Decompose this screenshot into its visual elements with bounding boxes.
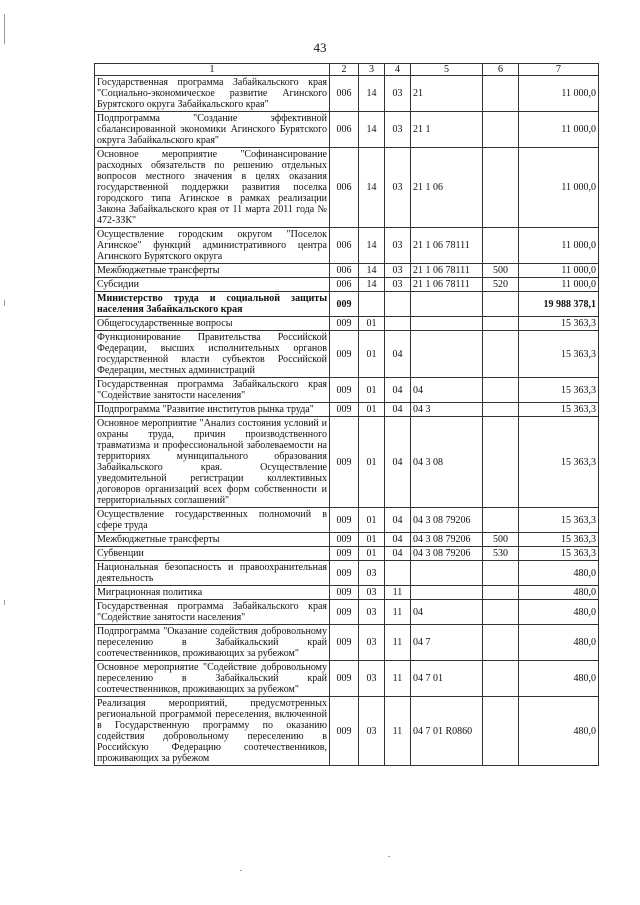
section-code-cell: 01 <box>359 508 385 533</box>
table-row <box>95 264 599 278</box>
section-code-cell: 14 <box>359 148 385 228</box>
amount-cell: 480,0 <box>519 625 599 661</box>
expense-type-cell <box>483 600 519 625</box>
ministry-code-cell: 009 <box>330 661 359 697</box>
table-row <box>95 561 599 586</box>
row-name-cell: Межбюджетные трансферты <box>95 264 330 278</box>
section-code-cell: 14 <box>359 228 385 264</box>
target-article-cell <box>411 586 483 600</box>
ministry-code-cell: 006 <box>330 264 359 278</box>
subsection-code-cell: 03 <box>385 228 411 264</box>
ministry-code-cell: 006 <box>330 228 359 264</box>
target-article-cell: 21 1 06 78111 <box>411 264 483 278</box>
table-header-row <box>95 64 599 76</box>
expense-type-cell <box>483 228 519 264</box>
table-row <box>95 533 599 547</box>
subsection-code-cell: 11 <box>385 586 411 600</box>
target-article-cell: 04 3 08 79206 <box>411 508 483 533</box>
amount-cell: 15 363,3 <box>519 331 599 378</box>
target-article-cell: 21 <box>411 76 483 112</box>
section-code-cell: 14 <box>359 264 385 278</box>
section-code-cell: 01 <box>359 331 385 378</box>
expense-type-cell <box>483 697 519 766</box>
target-article-cell: 04 7 01 R0860 <box>411 697 483 766</box>
target-article-cell: 21 1 06 78111 <box>411 278 483 292</box>
section-code-cell: 03 <box>359 561 385 586</box>
table-row <box>95 228 599 264</box>
table-row <box>95 278 599 292</box>
target-article-cell: 04 3 <box>411 403 483 417</box>
amount-cell: 480,0 <box>519 697 599 766</box>
target-article-cell: 04 3 08 <box>411 417 483 508</box>
header-cell-4: 4 <box>385 64 411 76</box>
amount-cell: 15 363,3 <box>519 547 599 561</box>
row-name-cell: Субсидии <box>95 278 330 292</box>
table-row <box>95 148 599 228</box>
ministry-code-cell: 009 <box>330 533 359 547</box>
scan-mark <box>240 870 242 871</box>
row-name-cell: Осуществление городским округом "Поселок Агинское" функций административного центра Агинского Бурятского округа <box>95 228 330 264</box>
subsection-code-cell: 04 <box>385 533 411 547</box>
ministry-code-cell: 009 <box>330 625 359 661</box>
target-article-cell: 21 1 06 <box>411 148 483 228</box>
ministry-code-cell: 009 <box>330 403 359 417</box>
expense-type-cell <box>483 417 519 508</box>
ministry-code-cell: 009 <box>330 586 359 600</box>
table-row <box>95 112 599 148</box>
row-name-cell: Основное мероприятие "Софинансирование расходных обязательств по решению отдельных вопросов местного значения в целях оказания государственной поддержки развития поселка городского типа Агинское в рамках реализации Закона Забайкальского края от 11 марта 2011 года № 472-ЗЗК" <box>95 148 330 228</box>
row-name-cell: Подпрограмма "Создание эффективной сбалансированной экономики Агинского Бурятского округа Забайкальского края" <box>95 112 330 148</box>
target-article-cell: 04 <box>411 378 483 403</box>
expense-type-cell: 530 <box>483 547 519 561</box>
amount-cell: 11 000,0 <box>519 148 599 228</box>
subsection-code-cell: 03 <box>385 112 411 148</box>
budget-table <box>94 63 599 766</box>
row-name-cell: Государственная программа Забайкальского края "Содействие занятости населения" <box>95 600 330 625</box>
table-row <box>95 508 599 533</box>
expense-type-cell <box>483 76 519 112</box>
amount-cell: 15 363,3 <box>519 403 599 417</box>
expense-type-cell <box>483 112 519 148</box>
expense-type-cell <box>483 378 519 403</box>
row-name-cell: Осуществление государственных полномочий в сфере труда <box>95 508 330 533</box>
expense-type-cell <box>483 292 519 317</box>
table-row <box>95 600 599 625</box>
amount-cell: 15 363,3 <box>519 317 599 331</box>
ministry-code-cell: 009 <box>330 292 359 317</box>
row-name-cell: Реализация мероприятий, предусмотренных региональной программой переселения, включенной в Государственную программу по оказанию содействия добровольному переселению в Российскую Федерацию соотечественников, проживающих за рубежом <box>95 697 330 766</box>
table-body <box>95 64 599 766</box>
expense-type-cell <box>483 331 519 378</box>
row-name-cell: Миграционная политика <box>95 586 330 600</box>
expense-type-cell: 500 <box>483 533 519 547</box>
section-code-cell: 03 <box>359 625 385 661</box>
amount-cell: 15 363,3 <box>519 378 599 403</box>
row-name-cell: Межбюджетные трансферты <box>95 533 330 547</box>
table-row <box>95 403 599 417</box>
row-name-cell: Субвенции <box>95 547 330 561</box>
section-code-cell: 03 <box>359 661 385 697</box>
target-article-cell <box>411 317 483 331</box>
section-code-cell: 14 <box>359 112 385 148</box>
amount-cell: 15 363,3 <box>519 417 599 508</box>
subsection-code-cell <box>385 561 411 586</box>
ministry-code-cell: 009 <box>330 378 359 403</box>
expense-type-cell <box>483 661 519 697</box>
amount-cell: 11 000,0 <box>519 228 599 264</box>
expense-type-cell <box>483 317 519 331</box>
scan-mark <box>4 14 5 44</box>
subsection-code-cell: 04 <box>385 331 411 378</box>
subsection-code-cell: 11 <box>385 697 411 766</box>
table-row <box>95 661 599 697</box>
ministry-code-cell: 009 <box>330 417 359 508</box>
section-code-cell: 14 <box>359 278 385 292</box>
expense-type-cell <box>483 561 519 586</box>
ministry-code-cell: 009 <box>330 600 359 625</box>
amount-cell: 19 988 378,1 <box>519 292 599 317</box>
amount-cell: 480,0 <box>519 661 599 697</box>
table-row <box>95 317 599 331</box>
row-name-cell: Подпрограмма "Оказание содействия добровольному переселению в Забайкальский край соотечественников, проживающих за рубежом" <box>95 625 330 661</box>
expense-type-cell <box>483 403 519 417</box>
ministry-code-cell: 006 <box>330 278 359 292</box>
subsection-code-cell: 04 <box>385 403 411 417</box>
target-article-cell: 04 3 08 79206 <box>411 533 483 547</box>
subsection-code-cell: 11 <box>385 625 411 661</box>
expense-type-cell <box>483 625 519 661</box>
subsection-code-cell: 03 <box>385 278 411 292</box>
section-code-cell: 01 <box>359 378 385 403</box>
row-name-cell: Государственная программа Забайкальского края "Содействие занятости населения" <box>95 378 330 403</box>
scan-mark <box>388 856 390 857</box>
target-article-cell <box>411 561 483 586</box>
table-row <box>95 331 599 378</box>
subsection-code-cell: 04 <box>385 417 411 508</box>
subsection-code-cell: 03 <box>385 148 411 228</box>
target-article-cell <box>411 331 483 378</box>
row-name-cell: Общегосударственные вопросы <box>95 317 330 331</box>
amount-cell: 480,0 <box>519 600 599 625</box>
table-row <box>95 417 599 508</box>
ministry-code-cell: 009 <box>330 697 359 766</box>
ministry-code-cell: 009 <box>330 561 359 586</box>
scan-mark <box>4 300 5 306</box>
table-row <box>95 586 599 600</box>
table-row <box>95 697 599 766</box>
target-article-cell: 04 <box>411 600 483 625</box>
target-article-cell: 21 1 <box>411 112 483 148</box>
ministry-code-cell: 006 <box>330 112 359 148</box>
subsection-code-cell: 04 <box>385 547 411 561</box>
header-cell-2: 2 <box>330 64 359 76</box>
target-article-cell: 04 7 <box>411 625 483 661</box>
subsection-code-cell: 03 <box>385 76 411 112</box>
header-cell-6: 6 <box>483 64 519 76</box>
amount-cell: 11 000,0 <box>519 76 599 112</box>
ministry-code-cell: 009 <box>330 331 359 378</box>
amount-cell: 480,0 <box>519 561 599 586</box>
section-code-cell: 01 <box>359 417 385 508</box>
scan-mark <box>4 600 5 605</box>
expense-type-cell <box>483 148 519 228</box>
row-name-cell: Государственная программа Забайкальского края "Социально-экономическое развитие Агинского Бурятского округа Забайкальского края" <box>95 76 330 112</box>
target-article-cell: 04 3 08 79206 <box>411 547 483 561</box>
amount-cell: 480,0 <box>519 586 599 600</box>
amount-cell: 11 000,0 <box>519 112 599 148</box>
header-cell-1: 1 <box>95 64 330 76</box>
row-name-cell: Функционирование Правительства Российской Федерации, высших исполнительных органов государственной власти субъектов Российской Федерации, местных администраций <box>95 331 330 378</box>
header-cell-7: 7 <box>519 64 599 76</box>
section-code-cell: 01 <box>359 403 385 417</box>
expense-type-cell: 500 <box>483 264 519 278</box>
section-code-cell: 01 <box>359 317 385 331</box>
subsection-code-cell <box>385 317 411 331</box>
row-name-cell: Национальная безопасность и правоохранительная деятельность <box>95 561 330 586</box>
header-cell-3: 3 <box>359 64 385 76</box>
amount-cell: 11 000,0 <box>519 278 599 292</box>
section-code-cell: 14 <box>359 76 385 112</box>
section-code-cell: 01 <box>359 547 385 561</box>
target-article-cell: 04 7 01 <box>411 661 483 697</box>
row-name-cell: Основное мероприятие "Содействие добровольному переселению в Забайкальский край соотечественников, проживающих за рубежом" <box>95 661 330 697</box>
subsection-code-cell <box>385 292 411 317</box>
ministry-code-cell: 006 <box>330 148 359 228</box>
row-name-cell: Министерство труда и социальной защиты населения Забайкальского края <box>95 292 330 317</box>
subsection-code-cell: 04 <box>385 378 411 403</box>
table-row <box>95 76 599 112</box>
amount-cell: 15 363,3 <box>519 508 599 533</box>
section-code-cell: 01 <box>359 533 385 547</box>
section-code-cell: 03 <box>359 586 385 600</box>
table-row <box>95 547 599 561</box>
ministry-code-cell: 009 <box>330 508 359 533</box>
row-name-cell: Подпрограмма "Развитие институтов рынка труда" <box>95 403 330 417</box>
amount-cell: 11 000,0 <box>519 264 599 278</box>
expense-type-cell <box>483 508 519 533</box>
expense-type-cell <box>483 586 519 600</box>
target-article-cell: 21 1 06 78111 <box>411 228 483 264</box>
target-article-cell <box>411 292 483 317</box>
table-row <box>95 292 599 317</box>
table-row <box>95 625 599 661</box>
subsection-code-cell: 04 <box>385 508 411 533</box>
table-row <box>95 378 599 403</box>
subsection-code-cell: 11 <box>385 661 411 697</box>
page-number: 43 <box>313 40 327 55</box>
header-cell-5: 5 <box>411 64 483 76</box>
ministry-code-cell: 009 <box>330 547 359 561</box>
subsection-code-cell: 03 <box>385 264 411 278</box>
ministry-code-cell: 006 <box>330 76 359 112</box>
amount-cell: 15 363,3 <box>519 533 599 547</box>
section-code-cell <box>359 292 385 317</box>
expense-type-cell: 520 <box>483 278 519 292</box>
section-code-cell: 03 <box>359 600 385 625</box>
row-name-cell: Основное мероприятие "Анализ состояния условий и охраны труда, причин производственного травматизма и профессиональной заболеваемости на территориях муниципального образования Забайкальского края. Осуществление уведомительной регистрации коллективных договоров организаций всех форм собственности и территориальных соглашений" <box>95 417 330 508</box>
subsection-code-cell: 11 <box>385 600 411 625</box>
ministry-code-cell: 009 <box>330 317 359 331</box>
section-code-cell: 03 <box>359 697 385 766</box>
